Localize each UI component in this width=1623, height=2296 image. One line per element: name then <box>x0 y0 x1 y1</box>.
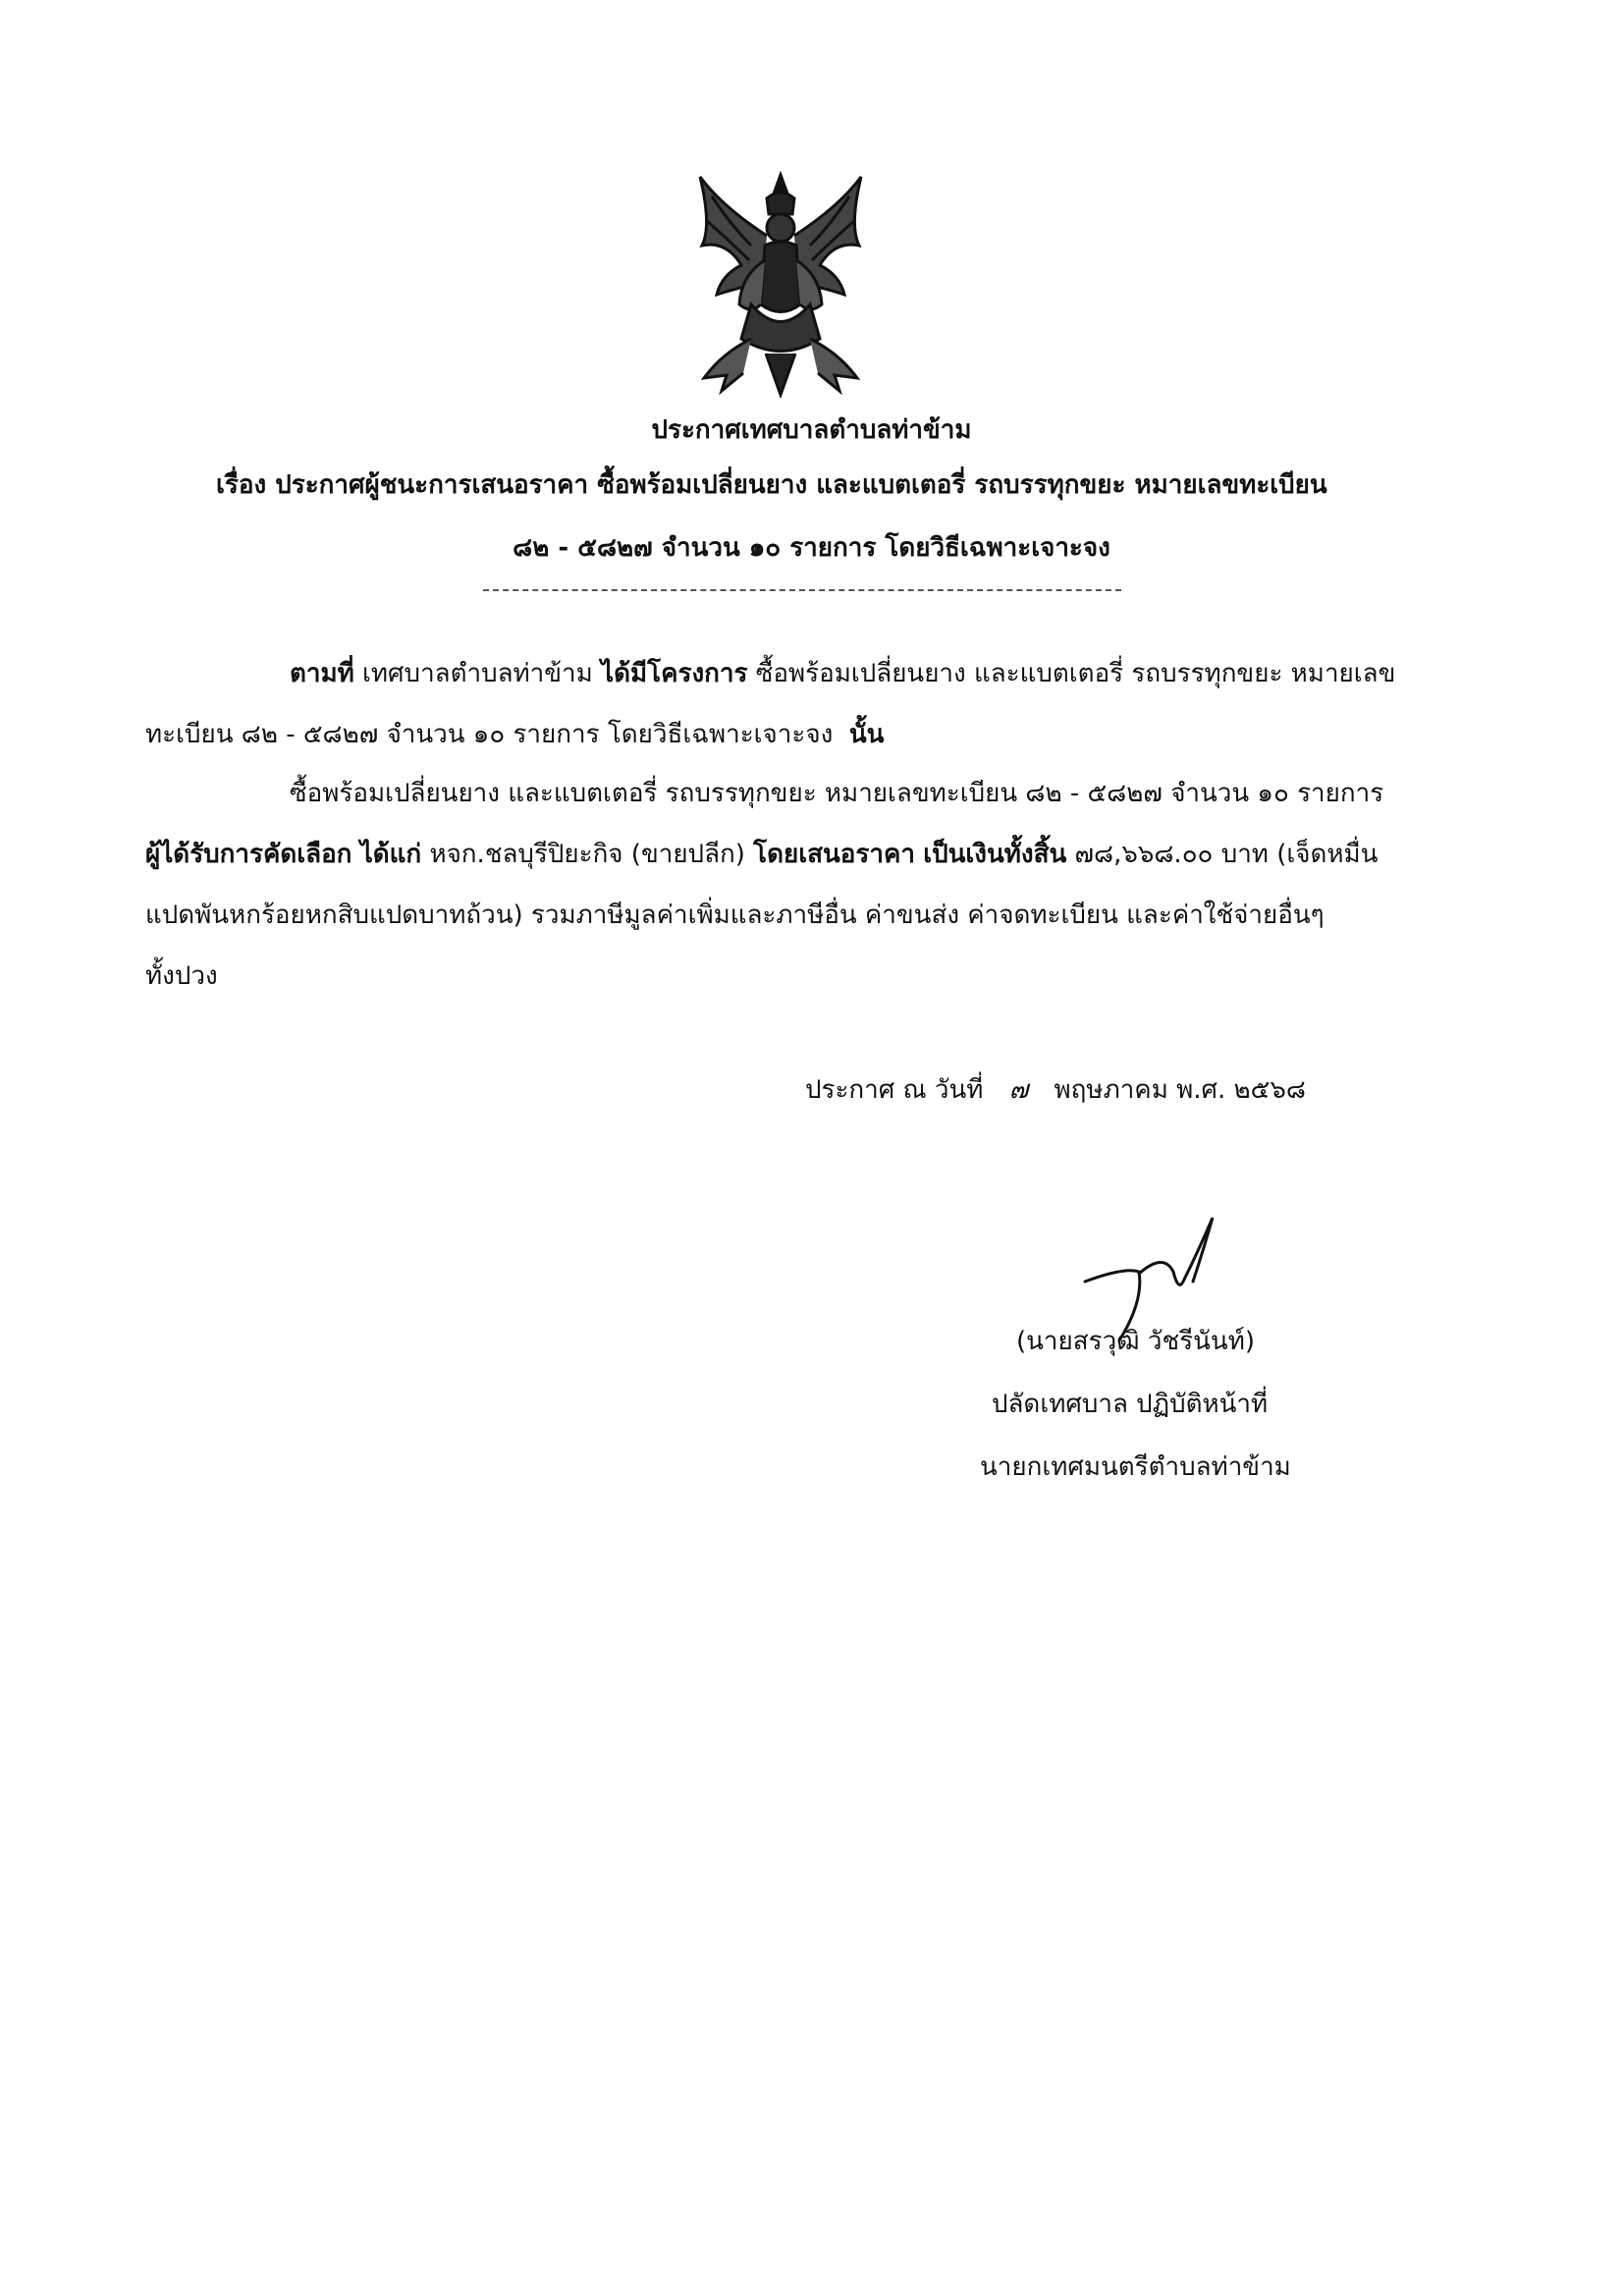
paragraph-2-line-1: ซื้อพร้อมเปลี่ยนยาง และแบตเตอรี่ รถบรรทุกขยะ หมายเลขทะเบียน ๘๒ - ๕๘๒๗ จำนวน ๑๐ รายการ <box>290 779 1384 808</box>
signatory-position-1: ปลัดเทศบาล ปฏิบัติหน้าที่ <box>992 1390 1269 1419</box>
paragraph-1-line-2 <box>145 717 884 752</box>
paragraph-2-line-3: แปดพันหกร้อยหกสิบแปดบาทถ้วน) รวมภาษีมูลค่าเพิ่มและภาษีอื่น ค่าขนส่ง ค่าจดทะเบียน และค่าใช้จ่ายอื่นๆ <box>145 901 1325 930</box>
p1-lead: ตามที่ <box>290 659 354 688</box>
subject-line-2: ๘๒ - ๕๘๒๗ จำนวน ๑๐ รายการ โดยวิธีเฉพาะเจาะจง <box>513 533 1110 563</box>
p1-project: ซื้อพร้อมเปลี่ยนยาง และแบตเตอรี่ รถบรรทุกขยะ หมายเลข <box>755 659 1396 688</box>
subject-text-1: ประกาศผู้ชนะการเสนอราคา ซื้อพร้อมเปลี่ยนยาง และแบตเตอรี่ รถบรรทุกขยะ หมายเลขทะเบียน <box>275 470 1327 500</box>
paragraph-2-line-2 <box>145 837 1378 872</box>
p2-bid-label: โดยเสนอราคา <box>753 840 915 869</box>
p1-registration: ทะเบียน ๘๒ - ๕๘๒๗ จำนวน ๑๐ รายการ โดยวิธีเฉพาะเจาะจง <box>145 720 834 749</box>
p1-project-label: ได้มีโครงการ <box>601 659 748 688</box>
p2-selected-label: ผู้ได้รับการคัดเลือก <box>145 840 352 869</box>
signatory-position-2: นายกเทศมนตรีตำบลท่าข้าม <box>980 1452 1291 1482</box>
subject-line-1 <box>216 467 1327 503</box>
signatory-name: (นายสรวุฒิ วัชรีนันท์) <box>1016 1327 1255 1356</box>
p1-org: เทศบาลตำบลท่าข้าม <box>362 659 593 688</box>
header-divider <box>483 589 1121 591</box>
p2-vendor: หจก.ชลบุรีปิยะกิจ (ขายปลีก) <box>429 840 745 869</box>
garuda-emblem-icon <box>682 167 879 398</box>
p1-end: นั้น <box>848 720 885 749</box>
subject-label: เรื่อง <box>216 470 267 500</box>
paragraph-2-line-4: ทั้งปวง <box>145 961 218 991</box>
p2-amount: ๗๘,๖๖๘.๐๐ บาท (เจ็ดหมื่น <box>1074 840 1379 869</box>
date-prefix: ประกาศ ณ วันที่ <box>805 1075 984 1105</box>
date-day: ๗ <box>1008 1075 1029 1105</box>
date-month-year: พฤษภาคม พ.ศ. ๒๕๖๘ <box>1054 1075 1306 1105</box>
document-title: ประกาศเทศบาลตำบลท่าข้าม <box>651 415 972 445</box>
announcement-date <box>805 1072 1306 1108</box>
p2-got-label: ได้แก่ <box>359 840 422 869</box>
paragraph-1-line-1 <box>290 656 1395 691</box>
p2-total-label: เป็นเงินทั้งสิ้น <box>923 840 1067 869</box>
